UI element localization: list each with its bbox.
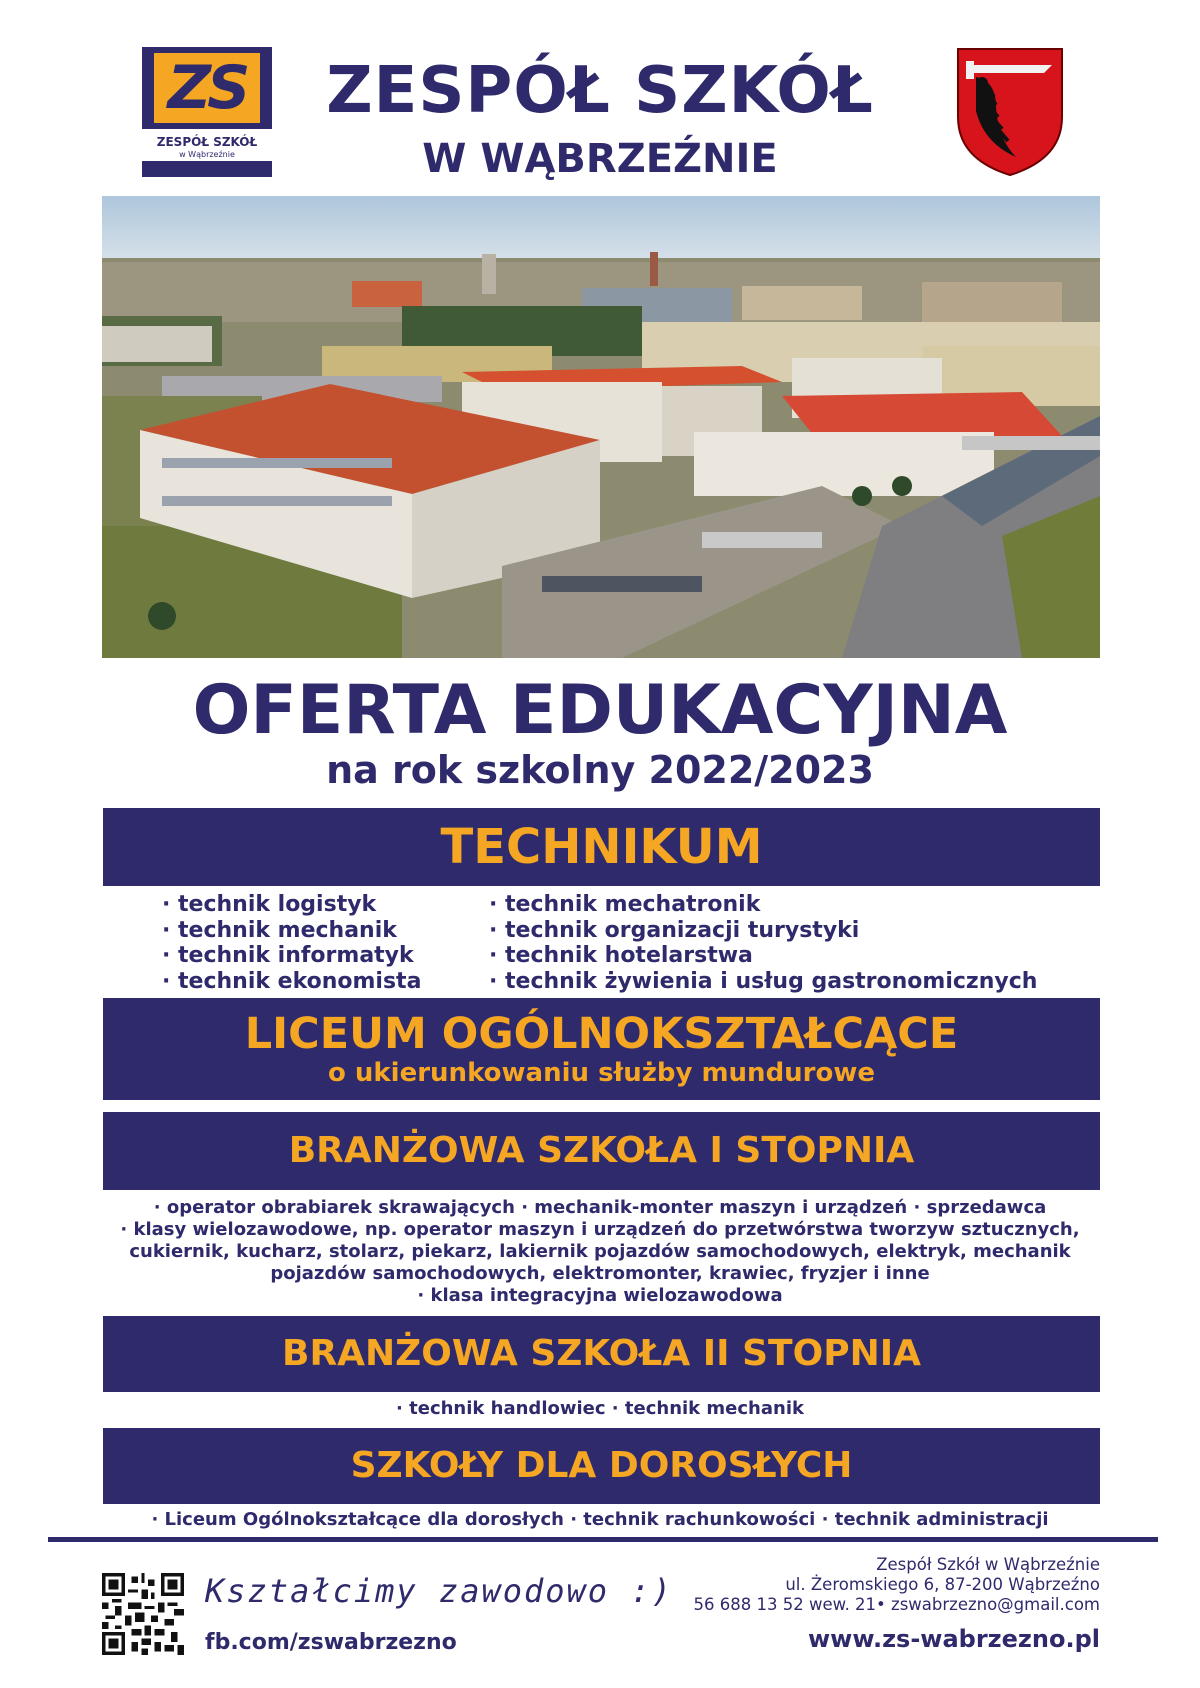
school-logo [142, 47, 272, 177]
logo-subname: w Wąbrzeźnie [179, 150, 235, 159]
description-line: pojazdów samochodowych, elektromonter, krawiec, fryzjer i inne [270, 1263, 930, 1284]
school-aerial-photo [102, 196, 1100, 658]
logo-bar [142, 161, 272, 177]
section-band-branzowa-1 [103, 1112, 1100, 1190]
description-line: · Liceum Ogólnokształcące dla dorosłych · technik rachunkowości · technik administracji [151, 1509, 1049, 1530]
footer-divider [48, 1537, 1158, 1542]
website-link[interactable]: www.zs-wabrzezno.pl [807, 1625, 1100, 1653]
description-line: cukiernik, kucharz, stolarz, piekarz, lakiernik pojazdów samochodowych, elektryk, mechanik [129, 1241, 1071, 1262]
description-line: · klasa integracyjna wielozawodowa [417, 1285, 783, 1306]
school-subtitle: W WĄBRZEŹNIE [422, 136, 778, 182]
qr-code-icon[interactable] [102, 1573, 184, 1655]
section-band-liceum [103, 998, 1100, 1100]
list-item: · technik informatyk [162, 943, 414, 968]
city-crest-icon [956, 47, 1064, 177]
section-band-technikum [103, 808, 1100, 886]
logo-letters: ZS [154, 53, 260, 123]
address-line: Zespół Szkół w Wąbrzeźnie [876, 1555, 1100, 1574]
list-item: · technik ekonomista [162, 968, 422, 994]
description-line: · technik handlowiec · technik mechanik [396, 1398, 804, 1419]
section-heading-technikum: TECHNIKUM [440, 819, 763, 875]
technikum-list-left [162, 892, 421, 994]
section-heading-branzowa-1: BRANŻOWA SZKOŁA I STOPNIA [288, 1130, 915, 1171]
description-line: · operator obrabiarek skrawających · mechanik-monter maszyn i urządzeń · sprzedawca [153, 1197, 1047, 1218]
section-band-branzowa-2 [103, 1316, 1100, 1392]
section-heading-dorosli: SZKOŁY DLA DOROSŁYCH [350, 1445, 853, 1486]
school-title: ZESPÓŁ SZKÓŁ [326, 54, 874, 128]
contact-line[interactable]: 56 688 13 52 wew. 21• zswabrzezno@gmail.com [693, 1595, 1100, 1614]
logo-name: ZESPÓŁ SZKÓŁ [156, 135, 258, 149]
list-item: · technik żywienia i usług gastronomicznych [489, 968, 1038, 994]
motto: Kształcimy zawodowo :) [205, 1572, 673, 1610]
branzowa-2-description [100, 1398, 1100, 1420]
address-line: ul. Żeromskiego 6, 87-200 Wąbrzeźno [785, 1575, 1100, 1594]
list-item: · technik mechatronik [489, 892, 761, 917]
technikum-list-right [489, 892, 1037, 994]
school-year: na rok szkolny 2022/2023 [326, 748, 874, 792]
description-line: · klasy wielozawodowe, np. operator maszyn i urządzeń do przetwórstwa tworzyw sztucznych, [120, 1219, 1080, 1240]
list-item: · technik hotelarstwa [489, 943, 753, 968]
facebook-link[interactable]: fb.com/zswabrzezno [205, 1630, 457, 1655]
section-subheading-liceum: o ukierunkowaniu służby mundurowe [327, 1058, 876, 1088]
offer-title: OFERTA EDUKACYJNA [192, 671, 1008, 750]
list-item: · technik logistyk [162, 892, 377, 917]
branzowa-1-description [100, 1197, 1100, 1307]
list-item: · technik mechanik [162, 917, 397, 943]
dorosli-description [100, 1509, 1100, 1531]
section-band-dorosli [103, 1428, 1100, 1504]
list-item: · technik organizacji turystyki [489, 917, 860, 943]
section-heading-liceum: LICEUM OGÓLNOKSZTAŁCĄCE [244, 1009, 959, 1059]
section-heading-branzowa-2: BRANŻOWA SZKOŁA II STOPNIA [282, 1333, 921, 1374]
school-address [640, 1555, 1100, 1615]
